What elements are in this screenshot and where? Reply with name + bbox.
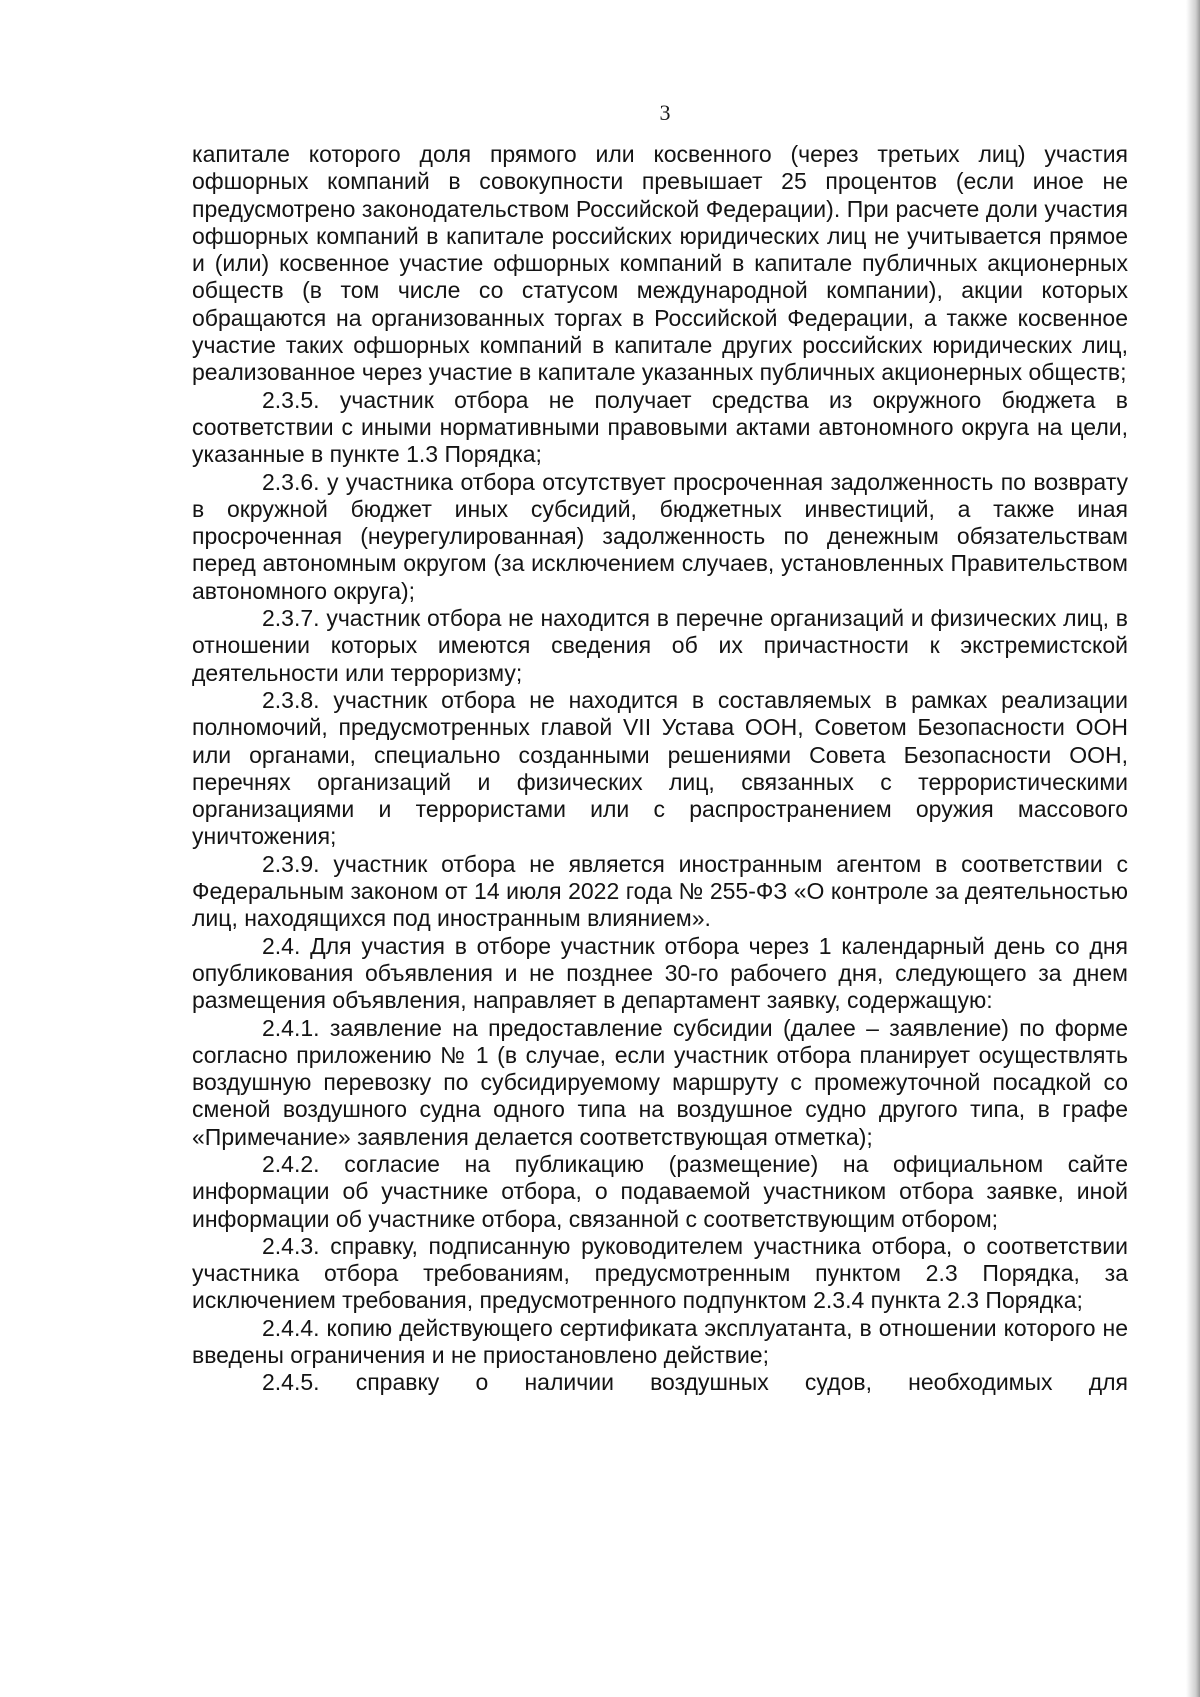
paragraph-2-3-6: 2.3.6. у участника отбора отсутствует просроченная задолженность по возврату в окружной бюджет иных субсидий, бюджетных инвестиций, а также иная просроченная (неурегулированная) задолженность по денежным обязательствам перед автономным округом (за исключением случаев, установленных Правительством автономного округа); bbox=[192, 468, 1128, 604]
paragraph-2-4-5: 2.4.5. справку о наличии воздушных судов, необходимых для bbox=[262, 1369, 1128, 1396]
paragraph-2-4-1: 2.4.1. заявление на предоставление субсидии (далее – заявление) по форме согласно приложению № 1 (в случае, если участник отбора планирует осуществлять воздушную перевозку по субсидируемому маршруту с промежуточной посадкой со сменой воздушного судна одного типа на воздушное судно другого типа, в графе «Примечание» заявления делается соответствующая отметка); bbox=[192, 1014, 1128, 1150]
paragraph-2-4: 2.4. Для участия в отборе участник отбора через 1 календарный день со дня опубликования объявления и не позднее 30-го рабочего дня, следующего за днем размещения объявления, направляет в департамент заявку, содержащую: bbox=[192, 932, 1128, 1014]
page-number: 3 bbox=[659, 100, 671, 125]
paragraph-2-4-3: 2.4.3. справку, подписанную руководителем участника отбора, о соответствии участника отбора требованиям, предусмотренным пунктом 2.3 Порядка, за исключением требования, предусмотренного подпунктом 2.3.4 пункта 2.3 Порядка; bbox=[192, 1232, 1128, 1314]
page-edge-shadow bbox=[1186, 0, 1200, 1697]
paragraph-continuation: капитале которого доля прямого или косвенного (через третьих лиц) участия офшорных компаний в совокупности превышает 25 процентов (если иное не предусмотрено законодательством Российской Федерации). При расчете доли участия офшорных компаний в капитале российских юридических лиц не учитывается прямое и (или) косвенное участие офшорных компаний в капитале публичных акционерных обществ (в том числе со статусом международной компании), акции которых обращаются на организованных торгах в Российской Федерации, а также косвенное участие таких офшорных компаний в капитале других российских юридических лиц, реализованное через участие в капитале указанных публичных акционерных обществ; bbox=[192, 141, 1128, 386]
paragraph-2-3-5: 2.3.5. участник отбора не получает средства из окружного бюджета в соответствии с иными нормативными правовыми актами автономного округа на цели, указанные в пункте 1.3 Порядка; bbox=[192, 386, 1128, 468]
document-body bbox=[192, 141, 1128, 1397]
paragraph-2-4-4: 2.4.4. копию действующего сертификата эксплуатанта, в отношении которого не введены ограничения и не приостановлено действие; bbox=[192, 1314, 1128, 1369]
paragraph-2-3-9: 2.3.9. участник отбора не является иностранным агентом в соответствии с Федеральным законом от 14 июля 2022 года № 255-ФЗ «О контроле за деятельностью лиц, находящихся под иностранным влиянием». bbox=[192, 850, 1128, 932]
paragraph-2-3-8: 2.3.8. участник отбора не находится в составляемых в рамках реализации полномочий, предусмотренных главой VII Устава ООН, Советом Безопасности ООН или органами, специально созданными решениями Совета Безопасности ООН, перечнях организаций и физических лиц, связанных с террористическими организациями и террористами или с распространением оружия массового уничтожения; bbox=[192, 686, 1128, 850]
paragraph-2-4-2: 2.4.2. согласие на публикацию (размещение) на официальном сайте информации об участнике отбора, о подаваемой участником отбора заявке, иной информации об участнике отбора, связанной с соответствующим отбором; bbox=[192, 1150, 1128, 1232]
paragraph-2-3-7: 2.3.7. участник отбора не находится в перечне организаций и физических лиц, в отношении которых имеются сведения об их причастности к экстремистской деятельности или терроризму; bbox=[192, 605, 1128, 686]
